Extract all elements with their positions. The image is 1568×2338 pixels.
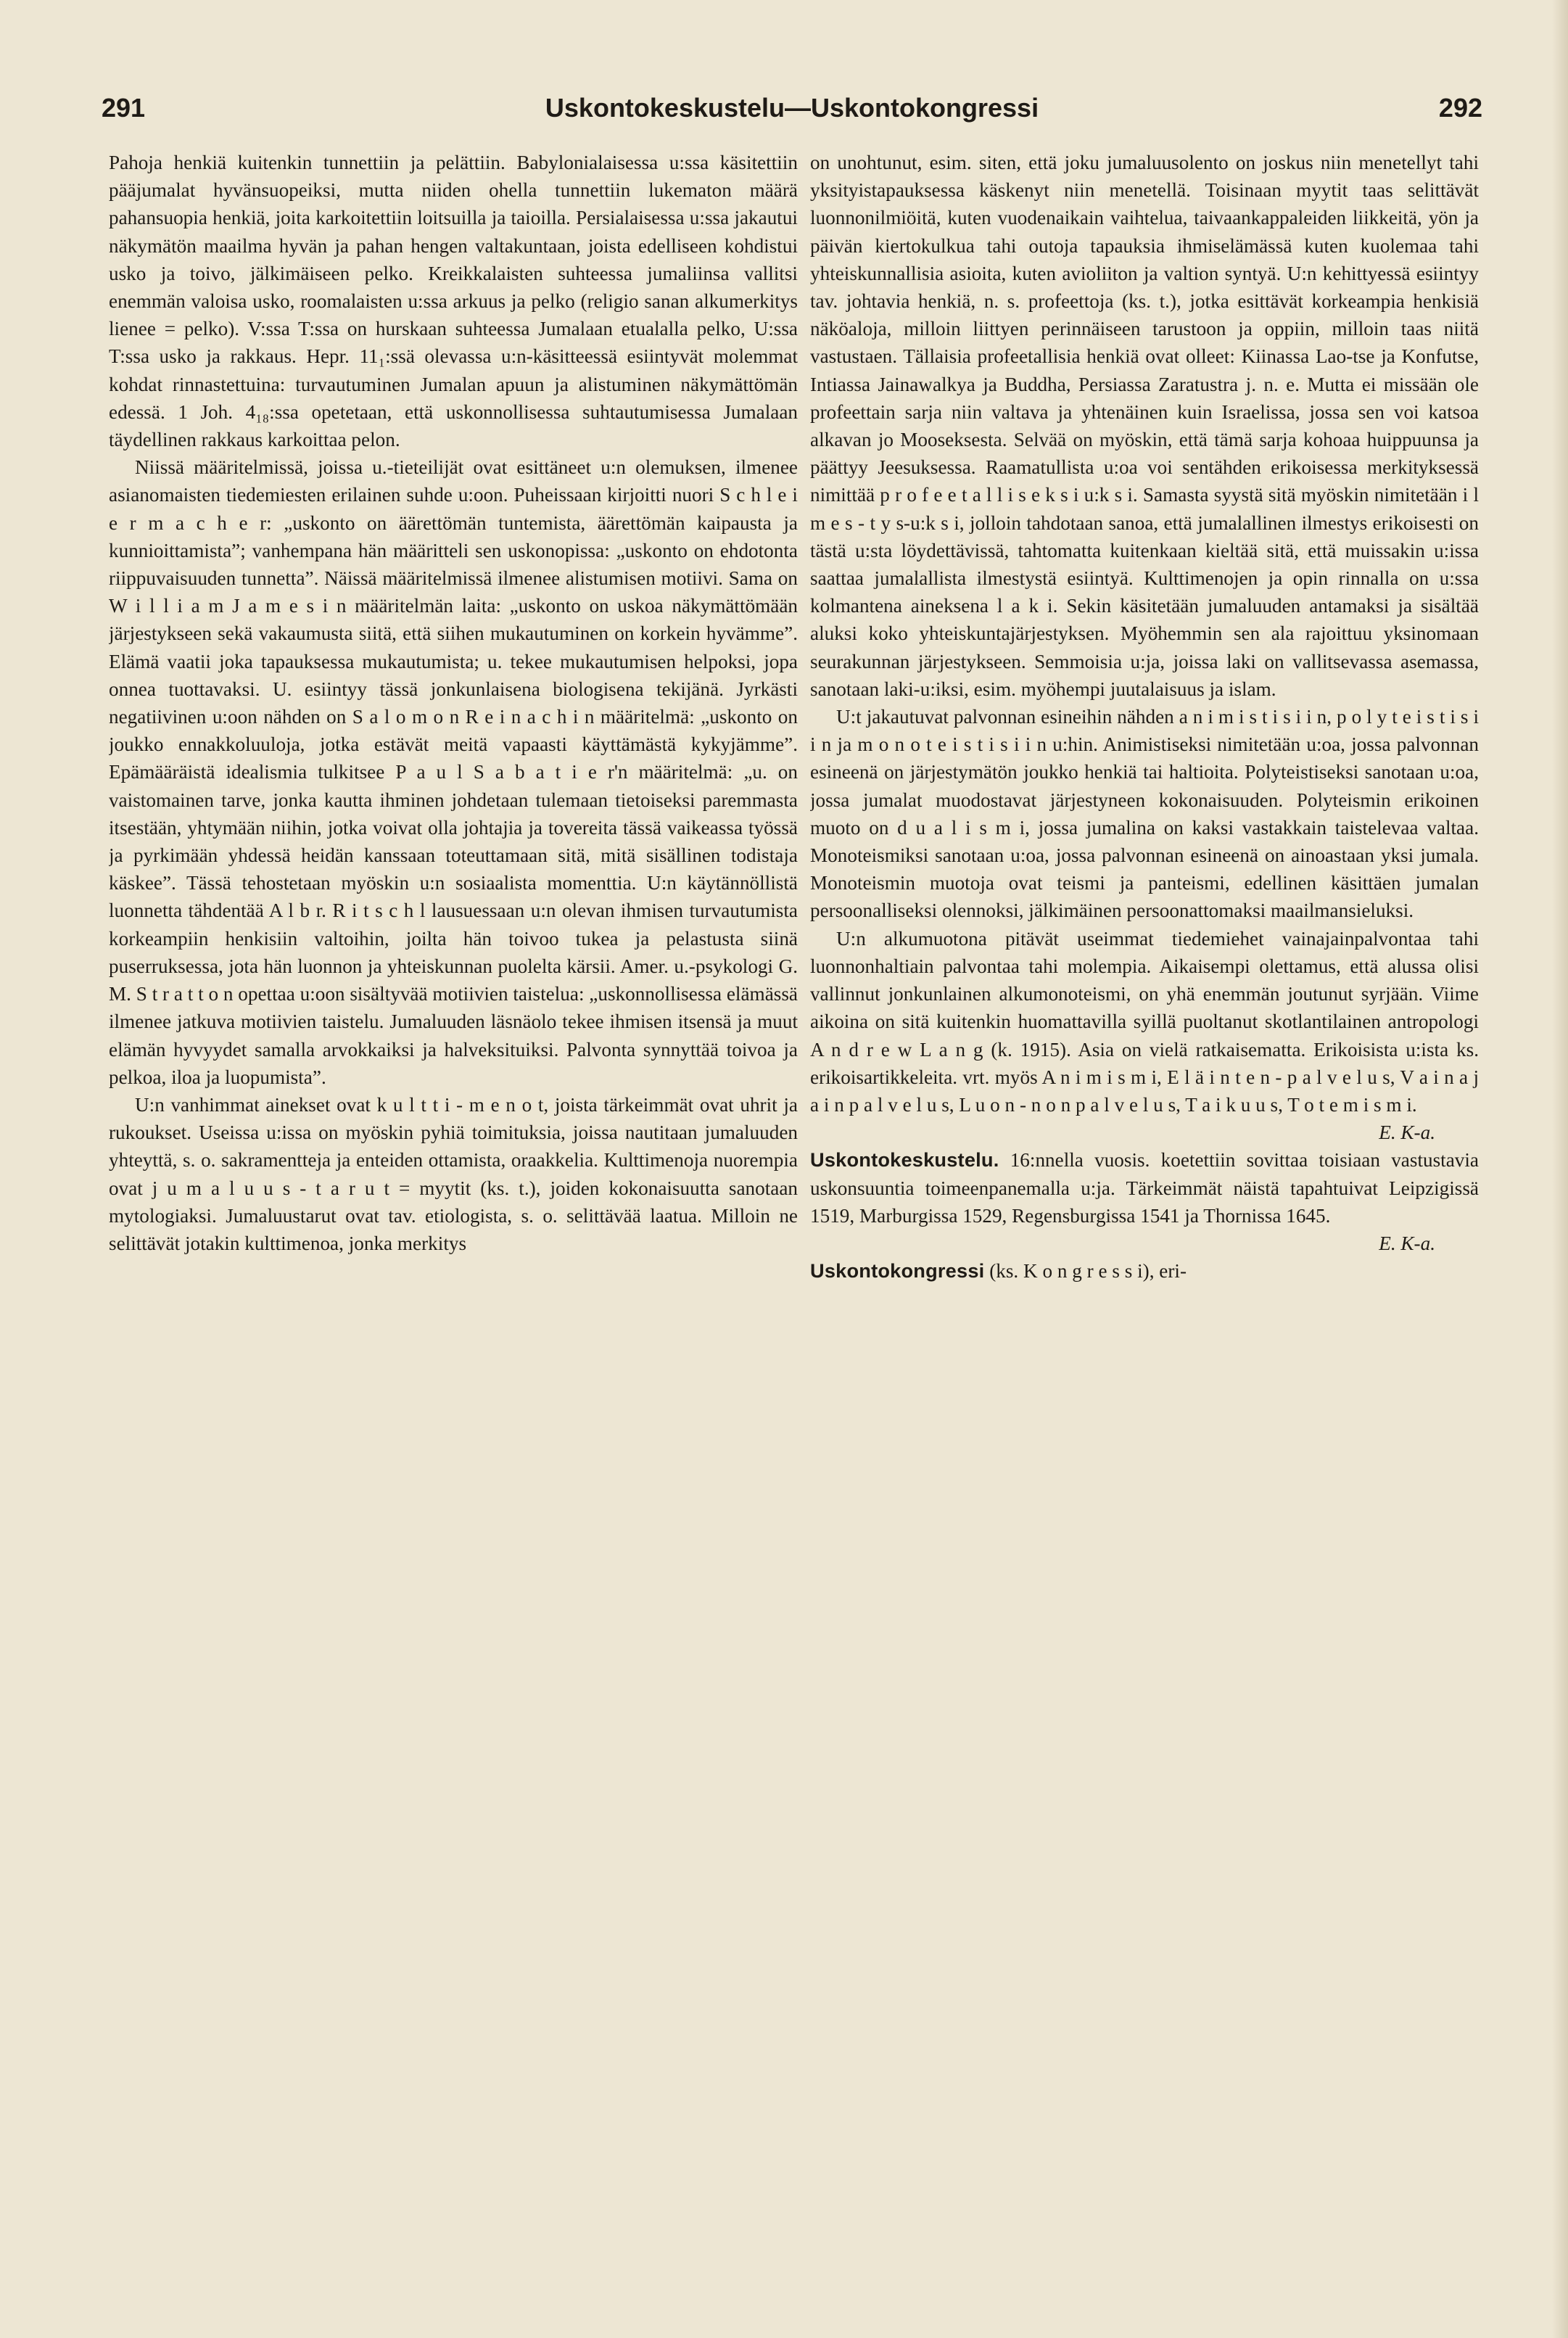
paragraph: U:n vanhimmat ainekset ovat k u l t t i - m e n o t, joista tärkeimmät ovat uhrit ja rukoukset. Useissa u:issa on myöskin pyhiä toimituksia, joissa nautitaan jumaluuden yhteyttä, s. o. sakramentteja ja enteiden ottamista, oraakkelia. Kulttimenoja nuorempia ovat j u m a l u u s - t a r u t = myytit (ks. t.), joiden kokonaisuutta sanotaan mytologiaksi. Jumaluustarut ovat tav. etiologista, s. o. selittävää laatua. Milloin ne selittävät jotakin kulttimenoa, jonka merkitys (109, 1093, 798, 1254)
running-title: Uskontokeskustelu—Uskontokongressi (545, 93, 1039, 123)
right-column (810, 149, 1479, 2310)
author-signature: E. K-a. (1379, 1121, 1435, 1144)
paragraph: on unohtunut, esim. siten, että joku jumaluusolento on joskus niin menetellyt tahi yksityistapauksessa käskenyt niin menetellä. Toisinaan myytit taas selittävät luonnonilmiöitä, kuten vuodenaikain vaihtelua, taivaankappaleiden liikkeitä, yön ja päivän kiertokulkua tahi outoja tapauksia ihmiselämässä kuten kuolemaa tahi yhteiskunnallisia asioita, kuten avioliiton ja valtion syntyä. U:n kehittyessä esiintyy tav. johtavia henkiä, n. s. profeettoja (ks. t.), jotka esittävät korkeampia henkisiä näköaloja, milloin liittyen perinnäiseen tarustoon ja oppiin, milloin taas niitä vastustaen. Tällaisia profeetallisia henkiä ovat olleet: Kiinassa Lao-tse ja Konfutse, Intiassa Jainawalkya ja Buddha, Persiassa Zaratustra j. n. e. Mutta ei missään ole profeettain sarja niin valtava ja yhtenäinen kuin Israelissa, jossa sen voi katsoa alkavan jo Mooseksesta. Selvää on myöskin, että tämä sarja kohoaa huippuunsa ja päättyy Jeesuksessa. Raamatullista u:oa voi sentähden erikoisessa merkityksessä nimittää p r o f e e t a l l i s e k s i u:k s i. Samasta syystä sitä myöskin nimitetään i l m e s - t y s-u:k s i, jolloin tahdotaan sanoa, että jumalallinen ilmestys erikoisesti on tästä u:sta löydettävissä, tahtomatta kuitenkaan kieltää sitä, että muissakin u:issa saattaa jumalallista ilmestystä esiintyä. Kulttimenojen ja opin rinnalla on u:ssa kolmantena aineksena l a k i. Sekin käsitetään jumaluuden antamaksi ja sisältää aluksi koko yhteiskuntajärjestyksen. Myöhemmin sen ala rajoittuu yksinomaan seurakunnan järjestykseen. Semmoisia u:ja, joissa laki on vallitsevassa asemassa, sanotaan laki-u:iksi, esim. myöhempi juutalaisuus ja islam. (810, 152, 1479, 700)
author-signature: E. K-a. (1379, 1232, 1435, 1254)
entry-uskontokongressi (810, 1257, 1479, 1285)
paragraph: Pahoja henkiä kuitenkin tunnettiin ja pelättiin. Babylonialaisessa u:ssa käsitettiin pääjumalat hyvänsuopeiksi, mutta niiden ohella tunnettiin lukematon määrä pahansuopia henkiä, joita karkoitettiin loitsuilla ja taioilla. Persialaisessa u:ssa jakautui näkymätön maailma hyvän ja pahan hengen valtakuntaan, joista edelliseen kohdistui usko ja toivo, jälkimäiseen pelko. Kreikkalaisten suhteessa jumaliinsa vallitsi enemmän valoisa usko, roomalaisten u:ssa arkuus ja pelko (religio sanan alkumerkitys lienee = pelko). V:ssa T:ssa on hurskaan suhteessa Jumalaan etualalla pelko, U:ssa T:ssa usko ja rakkaus. Hepr. 11₁:ssä olevassa u:n-käsitteessä esiintyvät molemmat kohdat rinnastettuina: turvautuminen Jumalan apuun ja alistuminen näkymättömän edessä. 1 Joh. 4₁₈:ssa opetetaan, että uskonnollisessa suhtautumisessa Jumalaan täydellinen rakkaus karkoittaa pelon. (109, 152, 798, 451)
paragraph: Niissä määritelmissä, joissa u.-tieteilijät ovat esittäneet u:n olemuksen, ilmenee asianomaisten tiedemiesten erilainen suhde u:oon. Puheissaan kirjoitti nuori S c h l e i e r m a c h e r: „uskonto on äärettömän tuntemista, äärettömän kaipausta ja kunnioittamista”; vanhempana hän määritteli sen uskonopissa: „uskonto on ehdotonta riippuvaisuuden tunnetta”. Näissä määritelmissä ilmenee alistumisen motiivi. Sama on W i l l i a m J a m e s i n määritelmän laita: „uskonto on uskoa näkymättömään järjestykseen sekä vakaumusta siitä, että siihen mukautuminen on korkein hyvämme”. Elämä vaatii joka tapauksessa mukautumista; u. tekee mukautumisen helpoksi, jopa onnea tuottavaksi. U. esiintyy tässä jonkunlaisena biologisena tekijänä. Jyrkästi negatiivinen u:oon nähden on S a l o m o n R e i n a c h i n määritelmä: „uskonto on joukko ennakkoluuloja, jotka estävät meitä vapaasti käyttämästä kykyjämme”. Epämääräistä idealismia tulkitsee P a u l S a b a t i e r'n määritelmä: „u. on vaistomainen tarve, jonka kautta ihminen johdetaan tulemaan tietoiseksi paremmasta itsestään, yhtymään niihin, jotka voivat olla johtajia ja tovereita tässä vaikeassa työssä ja pyrkimään yhdessä heidän kanssaan toteuttamaan sitä, mitä sisällinen todistaja käskee”. Tässä tehostetaan myöskin u:n sosiaalista momenttia. U:n käytännöllistä luonnetta tähdentää A l b r. R i t s c h l lausuessaan u:n olevan ihmisen turvautumista korkeampiin henkisiin valtoihin, joilta hän toivoo tukea ja pelastusta siinä puserruksessa, jota hän luonnon ja yhteiskunnan puolelta kärsii. Amer. u.-psykologi G. M. S t r a t t o n opettaa u:oon sisältyvää motiivien taistelua: „uskonnollisessa elämässä ilmenee jatkuva motiivien taistelu. Jumaluuden läsnäolo tekee ihmisen itsensä ja muut elämän hyvyydet samalla arvokkaiksi ja halveksituiksi. Palvonta synnyttää toivoa ja pelkoa, iloa ja luopumista”. (109, 456, 798, 1088)
page-number-right: 292 (1438, 93, 1482, 123)
entry-text: (ks. K o n g r e s s i), eri- (989, 1260, 1187, 1283)
entry-uskontokeskustelu (810, 1146, 1479, 1230)
entry-text: 16:nnella vuosis. koetettiin sovittaa toisiaan vastustavia uskonsuuntia toimeenpanemalla u:ja. Tärkeimmät näistä tapahtuivat Leipzigissä 1519, Marburgissa 1529, Regensburgissa 1541 ja Thornissa 1645. (810, 1149, 1479, 1227)
left-column (109, 149, 798, 2310)
paragraph: U:t jakautuvat palvonnan esineihin nähden a n i m i s t i s i i n, p o l y t e i s t i s i i n ja m o n o t e i s t i s i i n u:hin. Animistiseksi nimitetään u:oa, jossa palvonnan esineenä on järjestymätön joukko henkiä tai haltioita. Polyteistiseksi sanotaan u:oa, jossa jumalat muodostavat järjestyneen kokonaisuuden. Polyteismin erikoinen muoto on d u a l i s m i, jossa jumalina on kaksi vastakkain taistelevaa valtaa. Monoteismiksi sanotaan u:oa, jossa palvonnan esineenä on ainoastaan yksi jumala. Monoteismin muotoja ovat teismi ja panteismi, edellinen käsittäen jumalan persoonalliseksi olennoksi, jälkimäinen persoonattomaksi maailmansieluksi. (810, 706, 1479, 922)
page-edge-shadow (1552, 0, 1568, 2338)
page-header (102, 93, 1482, 136)
page-number-left: 291 (102, 93, 146, 123)
entry-headword: Uskontokeskustelu. (810, 1148, 999, 1172)
entry-headword: Uskontokongressi (810, 1259, 985, 1283)
paragraph: U:n alkumuotona pitävät useimmat tiedemiehet vainajainpalvontaa tahi luonnonhaltiain palvontaa tahi molempia. Aikaisempi olettamus, että alussa olisi vallinnut jonkunlainen alkumonoteismi, on yhä enemmän joutunut syrjään. Viime aikoina on sitä kuitenkin huomattavilla syillä puoltanut skotlantilainen antropologi A n d r e w L a n g (k. 1915). Asia on vielä ratkaisematta. Erikoisista u:ista ks. erikoisartikkeleita. vrt. myös A n i m i s m i, E l ä i n t e n - p a l v e l u s, V a i n a j a i n p a l v e l u s, L u o n - n o n p a l v e l u s, T a i k u u s, T o t e m i s m i. (810, 927, 1479, 1116)
